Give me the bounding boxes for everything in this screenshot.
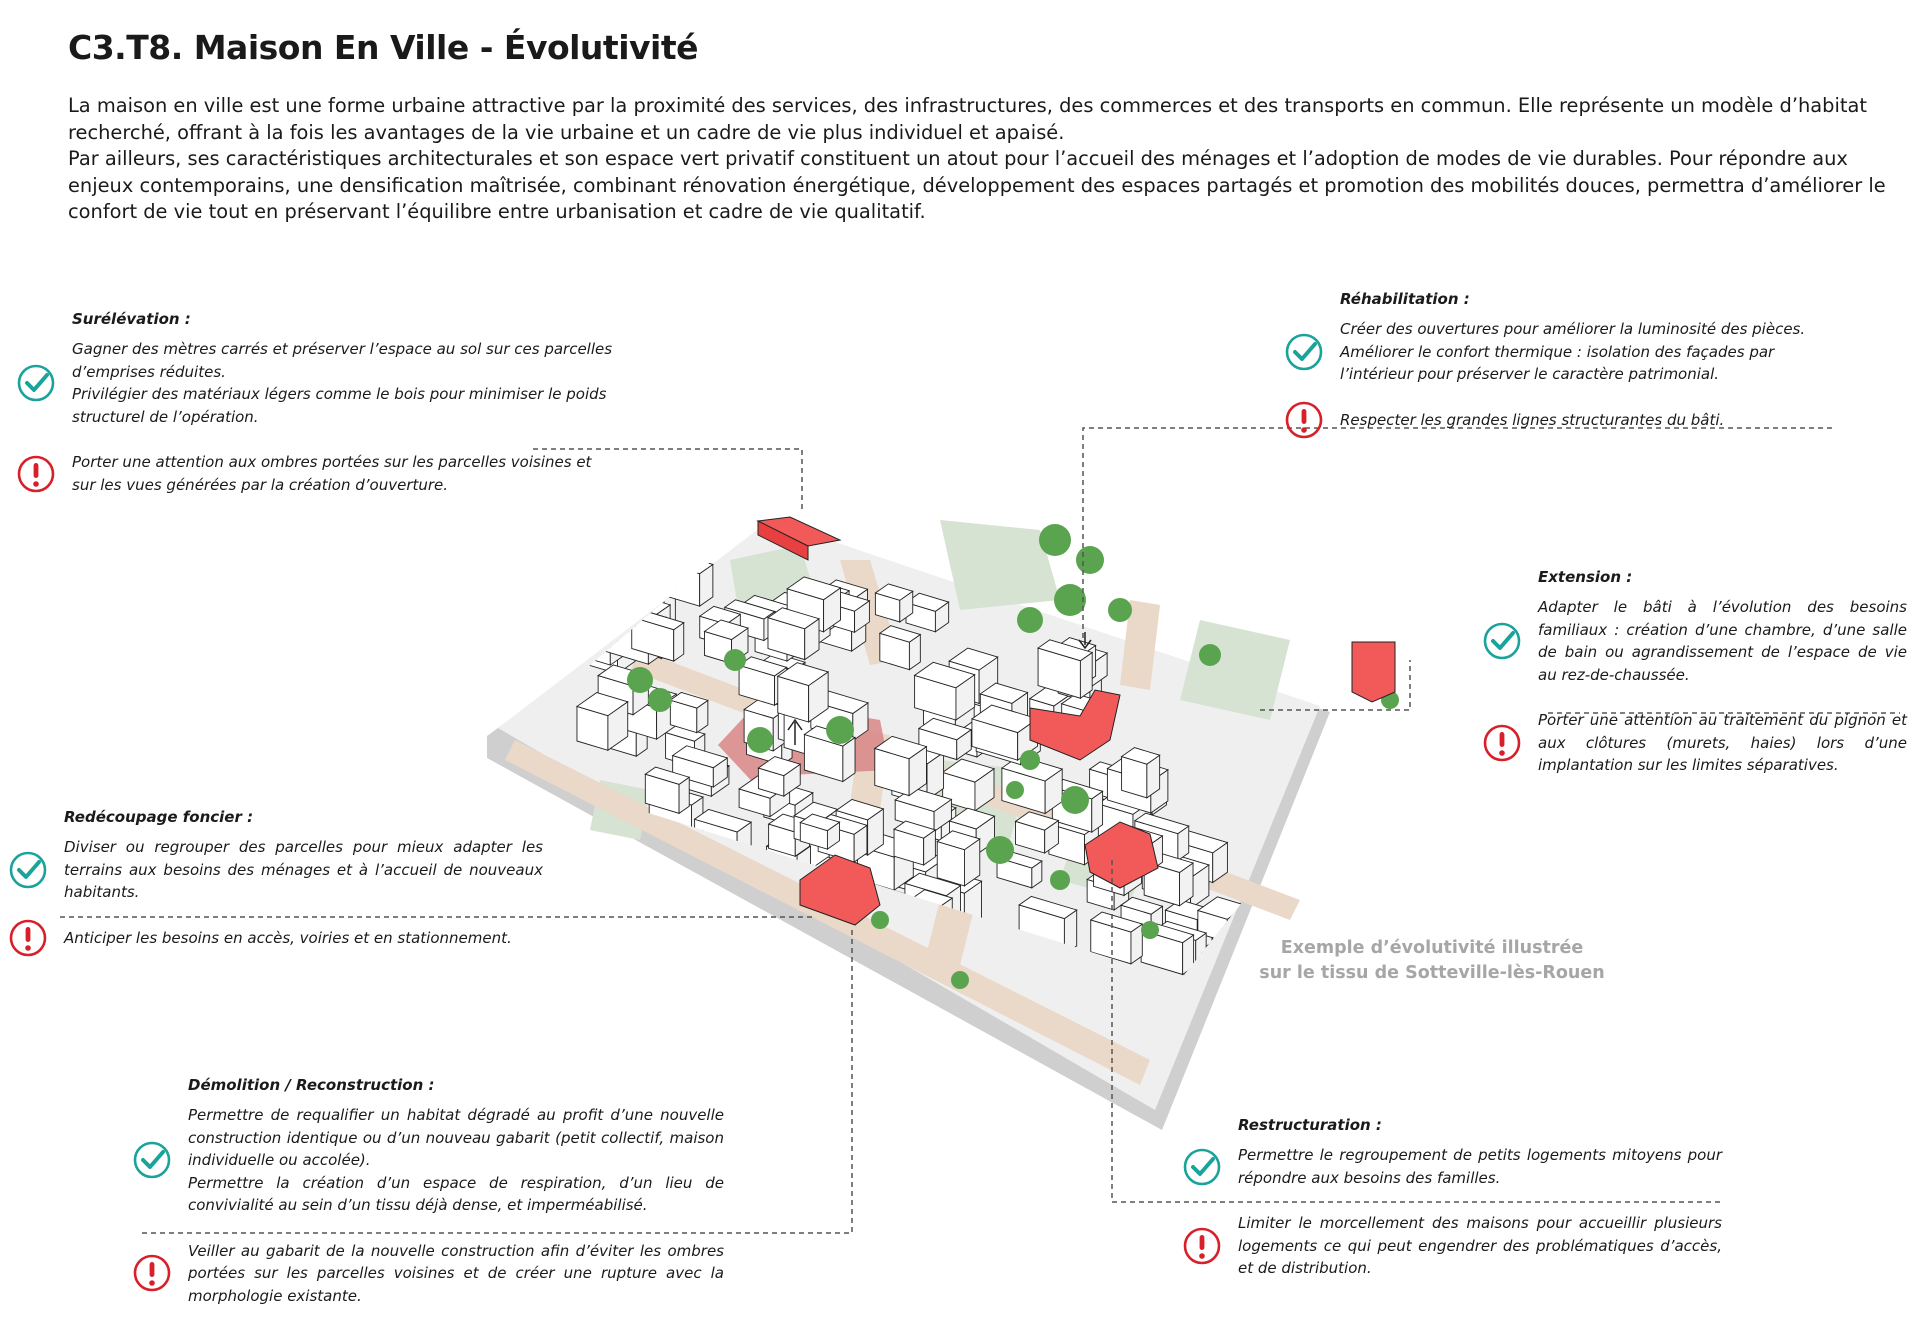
section-title: Redécoupage foncier :: [64, 808, 254, 826]
check-icon: [132, 1140, 172, 1180]
house: [824, 963, 861, 1013]
house: [875, 584, 912, 622]
positive-text: Adapter le bâti à l’évolution des besoins familiaux : création d’une chambre, d’une salle de bain ou agrandissement de l’espace de vie au rez-de-chaussée.: [1538, 598, 1907, 684]
tree-icon: [648, 688, 672, 712]
section-demolition: [132, 1076, 724, 1307]
house: [1268, 1022, 1327, 1079]
warning-icon: [1482, 723, 1522, 763]
caution-item: [8, 927, 543, 950]
caution-item: [1482, 709, 1907, 777]
house: [880, 626, 921, 670]
section-title: Surélévation :: [72, 310, 191, 328]
positive-text: Diviser ou regrouper des parcelles pour mieux adapter les terrains aux besoins des ménages et à l’accueil de nouveaux habitants.: [64, 838, 543, 901]
house: [579, 561, 635, 602]
house: [598, 554, 650, 595]
section-restructuration: [1182, 1116, 1722, 1280]
warning-icon: [8, 918, 48, 958]
caption-line: sur le tissu de Sotteville-lès-Rouen: [1259, 963, 1605, 983]
section-rehabilitation: [1284, 290, 1834, 431]
house: [894, 821, 935, 865]
tree-icon: [1039, 524, 1071, 556]
section-title: Restructuration :: [1238, 1116, 1382, 1134]
caption-line: Exemple d’évolutivité illustrée: [1280, 938, 1584, 958]
warning-icon: [16, 454, 56, 494]
tree-icon: [951, 971, 969, 989]
caution-text: Porter une attention au traitement du pignon et aux clôtures (murets, haies) lors d’une implantation sur les limites séparatives.: [1538, 711, 1907, 774]
section-extension: [1482, 568, 1907, 777]
positive-item: [132, 1104, 724, 1217]
warning-icon: [132, 1253, 172, 1293]
section-redecoupage: [8, 808, 543, 949]
extension-building: [1352, 642, 1395, 702]
tree-icon: [1199, 644, 1221, 666]
positive-text: Permettre le regroupement de petits logements mitoyens pour répondre aux besoins des familles.: [1238, 1146, 1722, 1187]
section-title: Réhabilitation :: [1340, 290, 1470, 308]
tree-icon: [1020, 750, 1040, 770]
intro-paragraph: La maison en ville est une forme urbaine attractive par la proximité des services, des infrastructures, des commerces et des transports en commun. Elle représente un modèle d’habitat recherché, offrant à la fois les avantages de la vie urbaine et un cadre de vie plus individuel et apaisé.: [68, 94, 1867, 144]
tree-icon: [1141, 921, 1159, 939]
section-title: Extension :: [1538, 568, 1633, 586]
caution-item: [1284, 409, 1834, 432]
page-title: C3.T8. Maison En Ville - Évolutivité: [68, 28, 698, 67]
check-icon: [1182, 1147, 1222, 1187]
positive-text: Privilégier des matériaux légers comme le bois pour minimiser le poids structurel de l’opération.: [72, 385, 607, 426]
intro-text: [68, 93, 1906, 226]
house: [666, 554, 713, 606]
house: [565, 576, 615, 629]
positive-text: Permettre la création d’un espace de respiration, d’un lieu de convivialité au sein d’un tissu déjà dense, et imperméabilisé.: [188, 1173, 724, 1214]
caution-text: Veiller au gabarit de la nouvelle construction afin d’éviter les ombres portées sur les parcelles voisines et de créer une rupture avec la morphologie existante.: [188, 1241, 724, 1305]
positive-item: [1182, 1144, 1722, 1189]
positive-text: Améliorer le confort thermique : isolation des façades par l’intérieur pour préserver le caractère patrimonial.: [1340, 342, 1775, 383]
positive-item: [8, 836, 543, 904]
caution-text: Anticiper les besoins en accès, voiries et en stationnement.: [64, 928, 512, 947]
section-surelevation: [16, 310, 616, 496]
tree-icon: [724, 649, 746, 671]
caution-text: Limiter le morcellement des maisons pour accueillir plusieurs logements ce qui peut engendrer des problématiques d’accès, et de distribution.: [1238, 1214, 1722, 1277]
house: [778, 663, 828, 722]
house: [573, 585, 611, 625]
caution-item: [16, 451, 616, 496]
tree-icon: [1108, 598, 1132, 622]
caution-item: [132, 1240, 724, 1308]
warning-icon: [1284, 400, 1324, 440]
tree-icon: [1054, 584, 1086, 616]
tree-icon: [1006, 781, 1024, 799]
caution-text: Porter une attention aux ombres portées sur les parcelles voisines et sur les vues générées par la création d’ouverture.: [72, 453, 592, 494]
caution-item: [1182, 1212, 1722, 1280]
positive-item: [1482, 596, 1907, 686]
check-icon: [8, 850, 48, 890]
house: [577, 693, 628, 751]
positive-item: [16, 338, 616, 428]
positive-text: Permettre de requalifier un habitat dégradé au profit d’une nouvelle construction identique ou d’un nouveau gabarit (petit collectif, maison individuelle ou accolée).: [188, 1106, 724, 1169]
house: [542, 614, 591, 664]
tree-icon: [1017, 607, 1043, 633]
house: [670, 692, 707, 732]
house: [1122, 748, 1160, 798]
positive-text: Gagner des mètres carrés et préserver l’espace au sol sur ces parcelles d’emprises réduites.: [72, 340, 613, 381]
tree-icon: [986, 836, 1014, 864]
check-icon: [1482, 621, 1522, 661]
tree-icon: [1061, 786, 1089, 814]
section-title: Démolition / Reconstruction :: [188, 1076, 435, 1094]
tree-icon: [1076, 546, 1104, 574]
tree-icon: [747, 727, 773, 753]
tree-icon: [826, 716, 854, 744]
diagram-caption: [1232, 936, 1632, 986]
caution-text: Respecter les grandes lignes structurantes du bâti.: [1340, 410, 1725, 429]
check-icon: [1284, 332, 1324, 372]
warning-icon: [1182, 1226, 1222, 1266]
tree-icon: [1050, 870, 1070, 890]
intro-paragraph: Par ailleurs, ses caractéristiques architecturales et son espace vert privatif constituent un atout pour l’accueil des ménages et l’adoption de modes de vie durables. Pour répondre aux enjeux contemporains, une densification maîtrisée, combinant rénovation énergétique, développement des espaces partagés et promotion des mobilités douces, permettra d’améliorer le confort de vie tout en préservant l’équilibre entre urbanisation et cadre de vie qualitatif.: [68, 147, 1886, 223]
tree-icon: [627, 667, 653, 693]
check-icon: [16, 363, 56, 403]
positive-text: Créer des ouvertures pour améliorer la luminosité des pièces.: [1340, 320, 1806, 338]
positive-item: [1284, 318, 1834, 386]
tree-icon: [871, 911, 889, 929]
house: [937, 831, 980, 886]
house: [875, 736, 927, 795]
